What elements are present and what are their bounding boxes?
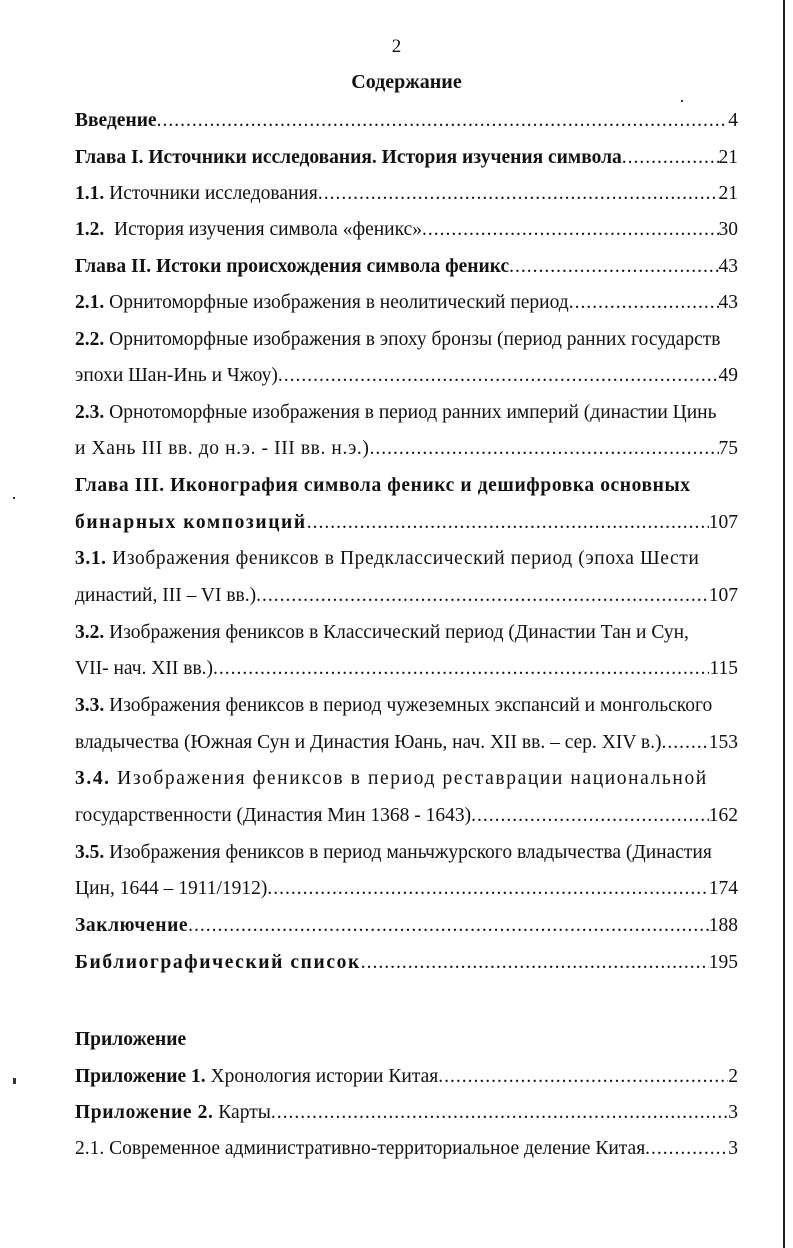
toc-entry-label: Глава II. Истоки происхождения символа феникс <box>75 256 510 277</box>
toc-entry-3-1-cont <box>75 584 738 608</box>
toc-page-number: 115 <box>709 658 738 679</box>
appendix-page-number: 2 <box>728 1066 738 1087</box>
toc-entry-label-cont: бинарных композиций <box>75 512 307 533</box>
toc-leader <box>267 877 708 901</box>
toc-entry-number: 2.1. <box>75 292 105 313</box>
toc-page-number: 153 <box>708 732 738 753</box>
appendix-entry-text: Хронология истории Китая <box>210 1066 439 1087</box>
toc-entry-2-3-cont <box>75 437 738 461</box>
toc-entry-3-1 <box>75 547 738 571</box>
toc-entry-label: История изучения символа «феникс» <box>114 219 423 240</box>
toc-entry-3-4 <box>75 767 738 791</box>
toc-leader <box>662 731 709 755</box>
toc-entry-label-cont: Цин, 1644 – 1911/1912) <box>75 878 268 899</box>
toc-entry-label-cont: династий, III – VI вв.) <box>75 585 257 606</box>
appendix-heading: Приложение <box>75 1029 187 1050</box>
appendix-entry-text: Карты <box>218 1102 271 1123</box>
toc-leader <box>569 291 719 315</box>
toc-page-number: 49 <box>718 365 738 386</box>
toc-page-number: 4 <box>728 110 738 131</box>
toc-entry-label-cont: эпохи Шан-Инь и Чжоу) <box>75 365 278 386</box>
toc-entry-number: 3.1. <box>75 548 107 569</box>
toc-entry-number: 2.2. <box>75 329 105 350</box>
toc-entry-number: 3.4. <box>75 768 111 789</box>
toc-entry-1-2 <box>75 218 738 242</box>
scan-speck <box>681 100 683 102</box>
toc-entry-2-2-cont <box>75 364 738 388</box>
toc-entry-label: Источники исследования <box>109 183 318 204</box>
toc-entry-1-1 <box>75 182 738 206</box>
toc-entry-3-4-cont <box>75 804 738 828</box>
toc-entry-3-5-cont <box>75 877 738 901</box>
toc-leader <box>307 511 709 535</box>
toc-entry-3-3 <box>75 694 738 718</box>
appendix-entry-label: Приложение 2. <box>75 1102 214 1123</box>
scan-speck <box>13 1078 16 1084</box>
toc-entry-label-cont: и Хань III вв. до н.э. - III вв. н.э.) <box>75 438 370 459</box>
page-number: 2 <box>391 36 402 57</box>
toc-entry-label: Заключение <box>75 915 189 936</box>
toc-leader <box>361 951 709 975</box>
appendix-entry-text: Современное административно-территориальное деление Китая <box>109 1138 646 1159</box>
toc-page-number: 107 <box>708 585 738 606</box>
toc-leader <box>318 182 719 206</box>
appendix-entry-1 <box>75 1065 738 1089</box>
toc-entry-label: Изображения фениксов в Предклассический период (эпоха Шести <box>112 548 700 569</box>
toc-entry-3-3-cont <box>75 731 738 755</box>
toc-page-number: 174 <box>708 878 738 899</box>
toc-entry-number: 3.3. <box>75 695 105 716</box>
toc-page-number: 162 <box>708 805 738 826</box>
toc-entry-3-2 <box>75 621 738 645</box>
toc-entry-chapter-1 <box>75 146 738 170</box>
toc-entry-chapter-3-cont <box>75 511 738 535</box>
toc-leader <box>370 437 719 461</box>
toc-entry-chapter-2 <box>75 255 738 279</box>
toc-entry-conclusion <box>75 914 738 938</box>
toc-leader <box>188 914 709 938</box>
toc-leader <box>471 804 709 828</box>
toc-entry-label: Орнитоморфные изображения в эпоху бронзы (период ранних государств <box>109 329 721 350</box>
toc-leader <box>509 255 718 279</box>
toc-page-number: 188 <box>708 915 738 936</box>
appendix-page-number: 3 <box>728 1138 738 1159</box>
appendix-page-number: 3 <box>728 1102 738 1123</box>
toc-entry-label: Изображения фениксов в Классический период (Династии Тан и Сун, <box>109 622 689 643</box>
toc-leader <box>622 146 719 170</box>
toc-entry-number: 1.1. <box>75 183 105 204</box>
toc-entry-label: Орнитоморфные изображения в неолитический период <box>109 292 569 313</box>
toc-leader <box>422 218 718 242</box>
appendix-entry-label: Приложение 1. <box>75 1066 206 1087</box>
toc-entry-label: Изображения фениксов в период маньчжурского владычества (Династия <box>109 842 712 863</box>
toc-leader <box>213 657 709 681</box>
toc-entry-label-cont: государственности (Династия Мин 1368 - 1643) <box>75 805 472 826</box>
toc-page-number: 43 <box>718 256 738 277</box>
toc-entry-label-cont: VII- нач. XII вв.) <box>75 658 214 679</box>
toc-entry-label: Изображения фениксов в период реставрации национальной <box>117 768 708 789</box>
toc-page-number: 21 <box>718 183 738 204</box>
toc-entry-label: Библиографический список <box>75 952 361 973</box>
toc-entry-2-3 <box>75 401 738 425</box>
toc-entry-number: 2.3. <box>75 402 105 423</box>
toc-entry-bibliography <box>75 951 738 975</box>
toc-entry-number: 3.2. <box>75 622 105 643</box>
toc-entry-2-1 <box>75 291 738 315</box>
toc-leader <box>438 1065 728 1089</box>
toc-page-number: 75 <box>718 438 738 459</box>
appendix-entry-2-1 <box>75 1137 738 1161</box>
toc-entry-label: Введение <box>75 110 157 131</box>
toc-entry-3-5 <box>75 841 738 865</box>
toc-entry-number: 1.2. <box>75 219 105 240</box>
appendix-entry-label: 2.1. <box>75 1138 105 1159</box>
toc-entry-label: Орнотоморфные изображения в период ранних империй (династии Цинь <box>109 402 717 423</box>
scan-speck <box>13 497 15 499</box>
page-title: Содержание <box>351 71 462 93</box>
toc-leader <box>256 584 709 608</box>
toc-entry-chapter-3 <box>75 474 738 498</box>
toc-entry-label: Глава III. Иконография символа феникс и дешифровка основных <box>75 475 691 496</box>
toc-entry-label: Глава I. Источники исследования. История изучения символа <box>75 147 622 168</box>
toc-leader <box>645 1137 728 1161</box>
toc-leader <box>157 109 729 133</box>
toc-page-number: 43 <box>718 292 738 313</box>
page-edge-line <box>783 0 785 1248</box>
toc-entry-label: Изображения фениксов в период чужеземных экспансий и монгольского <box>109 695 713 716</box>
toc-entry-label-cont: владычества (Южная Сун и Династия Юань, нач. XII вв. – сер. XIV в.) <box>75 732 662 753</box>
toc-page-number: 107 <box>708 512 738 533</box>
toc-leader <box>278 364 719 388</box>
toc-leader <box>271 1101 728 1125</box>
toc-page-number: 21 <box>718 147 738 168</box>
toc-page-number: 195 <box>708 952 738 973</box>
toc-entry-number: 3.5. <box>75 842 105 863</box>
toc-entry-introduction <box>75 109 738 133</box>
appendix-entry-2 <box>75 1101 738 1125</box>
toc-entry-3-2-cont <box>75 657 738 681</box>
toc-page-number: 30 <box>718 219 738 240</box>
toc-entry-2-2 <box>75 328 738 352</box>
